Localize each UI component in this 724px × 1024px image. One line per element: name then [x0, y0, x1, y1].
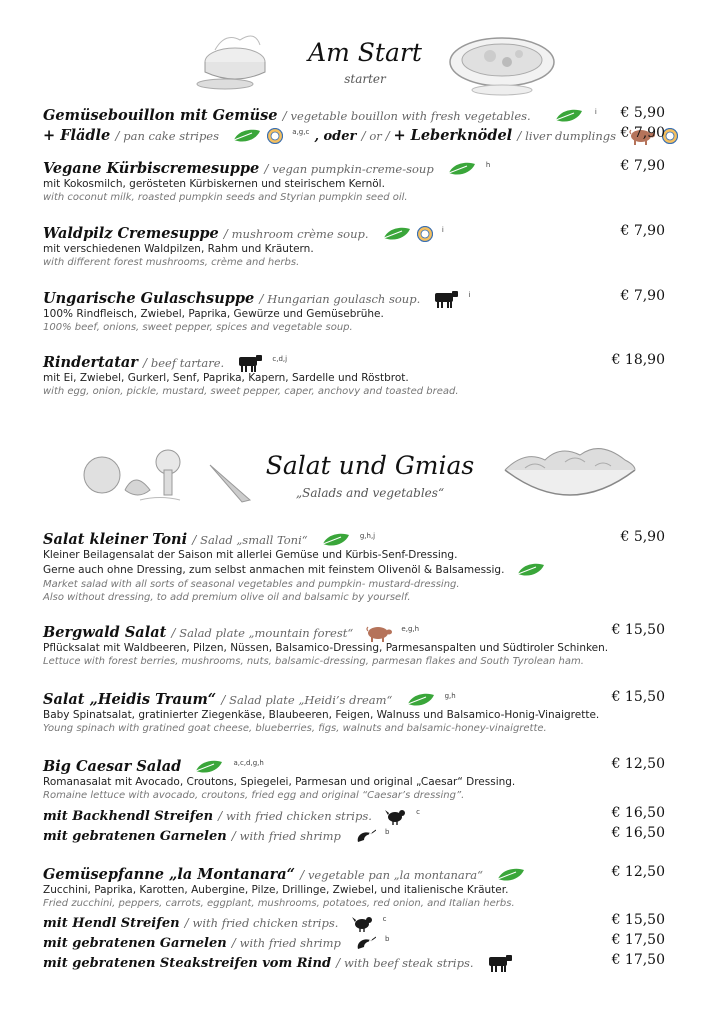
section-title-starter: Am Start	[308, 38, 422, 67]
item-name: mit gebratenen Garnelen	[43, 936, 227, 951]
item-description-de: Romanasalat mit Avocado, Croutons, Spiegelei, Parmesan und original „Caesar“ Dressing.	[43, 776, 516, 788]
item-name: Ungarische Gulaschsuppe	[43, 290, 255, 307]
allergen-codes: c	[416, 807, 420, 816]
item-name: mit Hendl Streifen	[43, 916, 180, 931]
item-english: with beef steak strips.	[343, 956, 474, 970]
allergen-codes: i	[468, 290, 471, 299]
item-price: € 7,90	[620, 158, 665, 174]
item-or: or	[369, 129, 382, 143]
menu-item-pfanne-chicken: mit Hendl Streifen / with fried chicken strips. $^c$ € 15,50	[43, 912, 665, 931]
vegetarian-leaf-icon	[406, 692, 436, 708]
menu-item-gulasch: Ungarische Gulaschsuppe / Hungarian goulasch soup. $^i$ € 7,90 100% Rindfleisch, Zwiebel, Paprika, Gewürze und Gemüsebrühe. 100% beef, onions, sweet pepper, spices and vegetable soup.	[43, 288, 673, 334]
item-description-de: mit verschiedenen Waldpilzen, Rahm und Kräutern.	[43, 243, 314, 255]
item-english-2: liver dumplings	[525, 129, 617, 143]
item-name: Vegane Kürbiscremesuppe	[43, 160, 260, 177]
item-name: Gemüsebouillon mit Gemüse	[43, 107, 278, 124]
item-english: with fried chicken strips.	[192, 916, 339, 930]
allergen-codes: a,g,c	[292, 127, 310, 136]
item-oder: oder	[323, 129, 357, 144]
allergen-codes: i	[594, 107, 597, 116]
vegetarian-leaf-icon	[516, 562, 546, 578]
item-description-en: 100% beef, onions, sweet pepper, spices and vegetable soup.	[43, 322, 353, 333]
item-name: Salat „Heidis Traum“	[43, 691, 217, 708]
vegetables-sketch-icon	[80, 440, 260, 510]
pork-icon	[366, 624, 392, 642]
item-english: beef tartare.	[150, 356, 225, 370]
allergen-codes: b	[385, 934, 390, 943]
item-price: € 17,50	[611, 932, 665, 948]
allergen-codes: c	[382, 914, 387, 923]
menu-item-toni: Salat kleiner Toni / Salad „small Toni“ $^{g,h,j}$ € 5,90 Kleiner Beilagensalat der Saison mit allerlei Gemüse und Kürbis-Senf-Dressing. Gerne auch ohne Dressing, zum selbst anmachen mit feinstem Olivenöl & Balsamessig. Market salad with all sorts of seasonal vegetables and pumpkin- mustard-dressing. Also without dressing, to add premium olive oil and balsamic by yourself.	[43, 529, 673, 604]
menu-item-pfanne-shrimp: mit gebratenen Garnelen / with fried shrimp $^b$ € 17,50	[43, 932, 665, 951]
item-name: Big Caesar Salad	[43, 758, 182, 775]
item-description-en: Romaine lettuce with avocado, croutons, fried egg and original “Caesar’s dressing”.	[43, 790, 465, 801]
item-english: with fried chicken strips.	[226, 809, 372, 823]
item-description-en: Lettuce with forest berries, mushrooms, nuts, balsamic-dressing, parmesan flakes and South Tyrolean ham.	[43, 656, 584, 667]
item-name: mit gebratenen Garnelen	[43, 829, 227, 844]
section-subtitle-starter: starter	[344, 72, 386, 86]
item-description-en: Fried zucchini, peppers, carrots, eggplant, mushrooms, potatoes, red onion, and Italian herbs.	[43, 898, 515, 909]
item-english: with fried shrimp	[239, 936, 341, 950]
vegetarian-leaf-icon	[382, 226, 412, 242]
menu-item-caesar	[43, 756, 673, 845]
allergen-codes: b	[385, 827, 390, 836]
regional-badge-icon	[267, 128, 283, 144]
vegetarian-leaf-icon	[554, 108, 584, 124]
item-english: Salad plate „Heidi’s dream“	[229, 693, 393, 707]
menu-item-bergwald: Bergwald Salat / Salad plate „mountain forest“ $^{e,g,h}$ € 15,50 Pflücksalat mit Waldbeeren, Pilzen, Nüssen, Balsamico-Dressing, Parmesanspalten und Südtiroler Schinken. Lettuce with forest berries, mushrooms, nuts, balsamic-dressing, parmesan flakes and South Tyrolean ham.	[43, 622, 673, 668]
item-english: pan cake stripes	[123, 129, 220, 143]
item-price: € 5,90	[620, 529, 665, 545]
salad-bowl-sketch-icon	[495, 440, 645, 510]
menu-item-waldpilz: Waldpilz Cremesuppe / mushroom crème soup. $^i$ € 7,90 mit verschiedenen Waldpilzen, Rahm und Kräutern. with different forest mushrooms, crème and herbs.	[43, 223, 673, 269]
item-name: mit Backhendl Streifen	[43, 809, 214, 824]
item-price: € 16,50	[611, 825, 665, 841]
allergen-codes: e,g,h	[401, 624, 420, 633]
vegetarian-leaf-icon	[232, 128, 262, 144]
item-name: Rindertatar	[43, 354, 138, 371]
menu-item-pfanne: Gemüsepfanne „la Montanara“ / vegetable pan „la montanara“ € 12,50 Zucchini, Paprika, Karotten, Aubergine, Pilze, Drillinge, Zwiebel, und italienische Kräuter. Fried zucchini, peppers, carrots, eggplant, mushrooms, potatoes, red onion, and Italian herbs. mit Hendl Streifen / with fried chicken strips. $^c$ € 15,50 mit gebratenen Garnelen / with fried shrimp $^b$ € 17,50 mit gebratenen Steakstreifen vom Rind / with beef steak strips. € 17,50	[43, 864, 673, 972]
item-name-2: + Leberknödel	[393, 127, 513, 144]
item-description-de: mit Kokosmilch, gerösteten Kürbiskernen und steirischem Kernöl.	[43, 178, 385, 190]
item-price: € 17,50	[611, 952, 665, 968]
menu-item-caesar-chicken: mit Backhendl Streifen / with fried chicken strips. $^c$ € 16,50	[43, 805, 665, 824]
item-english: vegan pumpkin-creme-soup	[272, 162, 434, 176]
item-name: Bergwald Salat	[43, 624, 167, 641]
beef-icon	[433, 289, 459, 309]
vegetarian-leaf-icon	[496, 867, 526, 883]
vegetarian-leaf-icon	[194, 759, 224, 775]
item-price: € 15,50	[611, 689, 665, 705]
item-price: € 16,50	[611, 805, 665, 821]
item-description-en: Market salad with all sorts of seasonal vegetables and pumpkin- mustard-dressing.	[43, 579, 460, 590]
vegetarian-leaf-icon	[447, 161, 477, 177]
beef-icon	[487, 953, 513, 973]
item-description-en: Young spinach with gratined goat cheese, blueberries, figs, walnuts and balsamic-honey-vinaigrette.	[43, 723, 547, 734]
item-price: € 18,90	[611, 352, 665, 368]
menu-item-tatar: Rindertatar / beef tartare. $^{c,d,j}$ € 18,90 mit Ei, Zwiebel, Gurkerl, Senf, Paprika, Kapern, Sardelle und Röstbrot. with egg, onion, pickle, mustard, sweet pepper, caper, anchovy and toasted bread.	[43, 352, 673, 398]
menu-item-kuerbis: Vegane Kürbiscremesuppe / vegan pumpkin-creme-soup $^h$ € 7,90 mit Kokosmilch, gerösteten Kürbiskernen und steirischem Kernöl. with coconut milk, roasted pumpkin seeds and Styrian pumpkin seed oil.	[43, 158, 673, 204]
item-price: € 15,50	[611, 912, 665, 928]
item-name: Salat kleiner Toni	[43, 531, 188, 548]
item-english: Salad „small Toni“	[200, 533, 308, 547]
allergen-codes: a,c,d,g,h	[233, 758, 264, 767]
item-description-de: 100% Rindfleisch, Zwiebel, Paprika, Gewürze und Gemüsebrühe.	[43, 308, 384, 320]
item-description-en: with egg, onion, pickle, mustard, sweet pepper, caper, anchovy and toasted bread.	[43, 386, 459, 397]
item-price: € 15,50	[611, 622, 665, 638]
menu-item-heidi: Salat „Heidis Traum“ / Salad plate „Heidi’s dream“ $^{g,h}$ € 15,50 Baby Spinatsalat, gratinierter Ziegenkäse, Blaubeeren, Feigen, Walnuss und Balsamico-Honig-Vinaigrette. Young spinach with gratined goat cheese, blueberries, figs, walnuts and balsamic-honey-vinaigrette.	[43, 689, 673, 735]
beef-icon	[237, 353, 263, 373]
item-description-en: with different forest mushrooms, crème and herbs.	[43, 257, 300, 268]
item-price: € 7,90	[620, 288, 665, 304]
item-english: vegetable bouillon with fresh vegetables.	[290, 109, 531, 123]
item-description-de: Baby Spinatsalat, gratinierter Ziegenkäse, Blaubeeren, Feigen, Walnuss und Balsamico-Honig-Vinaigrette.	[43, 709, 600, 721]
item-english: vegetable pan „la montanara“	[307, 868, 484, 882]
shrimp-icon	[354, 935, 376, 951]
item-name: Waldpilz Cremesuppe	[43, 225, 219, 242]
chicken-icon	[385, 807, 407, 825]
allergen-codes: c,d,j	[272, 354, 288, 363]
allergen-codes: h	[485, 160, 491, 169]
item-english: mushroom crème soup.	[231, 227, 369, 241]
item-price: € 12,50	[611, 756, 665, 772]
item-english: with fried shrimp	[239, 829, 341, 843]
vegetarian-leaf-icon	[321, 532, 351, 548]
item-name: mit gebratenen Steakstreifen vom Rind	[43, 956, 332, 971]
allergen-codes: g,h	[444, 691, 456, 700]
item-price: € 12,50	[611, 864, 665, 880]
item-price: € 5,90	[620, 105, 665, 121]
regional-badge-icon	[417, 226, 433, 242]
item-name: + Flädle	[43, 127, 111, 144]
section-title-salad: Salat und Gmias	[265, 451, 475, 480]
item-price: € 7,90	[620, 223, 665, 239]
item-price: € 7,90	[620, 125, 665, 141]
item-description-de: Gerne auch ohne Dressing, zum selbst anmachen mit feinstem Olivenöl & Balsamessig.	[43, 562, 673, 578]
allergen-codes: i	[441, 225, 444, 234]
item-description-de: Zucchini, Paprika, Karotten, Aubergine, Pilze, Drillinge, Zwiebel, und italienische Kräuter.	[43, 884, 509, 896]
item-english: Salad plate „mountain forest“	[179, 626, 354, 640]
allergen-codes: g,h,j	[359, 531, 376, 540]
menu-item-gemuesebouillon: Gemüsebouillon mit Gemüse / vegetable bouillon with fresh vegetables. $^i$ € 5,90 + Flädle / pan cake stripes $^{a,g,c}$ , oder / or / + Leberknödel / liver dumplings € 7,90	[43, 105, 673, 145]
item-name: Gemüsepfanne „la Montanara“	[43, 866, 295, 883]
chicken-icon	[352, 914, 374, 932]
item-description-en: Also without dressing, to add premium olive oil and balsamic by yourself.	[43, 592, 411, 603]
shrimp-icon	[354, 828, 376, 844]
section-subtitle-salad: „Salads and vegetables“	[295, 486, 445, 500]
item-description-de: mit Ei, Zwiebel, Gurkerl, Senf, Paprika, Kapern, Sardelle und Röstbrot.	[43, 372, 409, 384]
item-english: Hungarian goulasch soup.	[267, 292, 421, 306]
item-description-de: Kleiner Beilagensalat der Saison mit allerlei Gemüse und Kürbis-Senf-Dressing.	[43, 549, 458, 561]
menu-item-pfanne-beef: mit gebratenen Steakstreifen vom Rind / with beef steak strips. € 17,50	[43, 952, 665, 971]
item-description-en: with coconut milk, roasted pumpkin seeds and Styrian pumpkin seed oil.	[43, 192, 408, 203]
menu-item-caesar-shrimp: mit gebratenen Garnelen / with fried shrimp $^b$ € 16,50	[43, 825, 665, 844]
item-description-de: Pflücksalat mit Waldbeeren, Pilzen, Nüssen, Balsamico-Dressing, Parmesanspalten und Südtiroler Schinken.	[43, 642, 609, 654]
